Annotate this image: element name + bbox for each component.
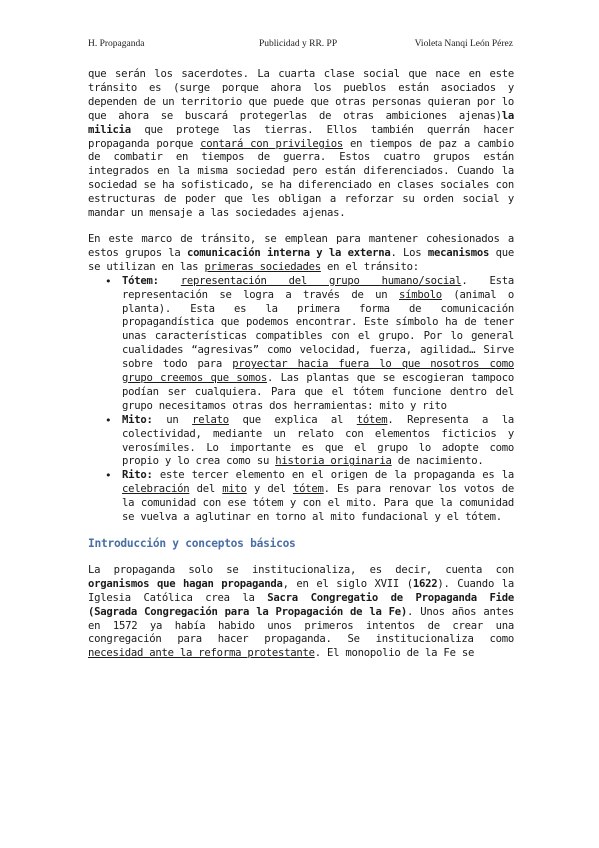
bullet-label: Rito: [122,469,153,482]
bold-term: 1622 [412,577,438,590]
underlined-phrase: tótem [292,483,324,496]
text-run: que explica al [228,413,357,426]
text-run: un [152,413,193,426]
text-run: de nacimiento. [391,455,484,468]
underlined-phrase: proyectar hacia fuera lo que nosotros como grupo creemos que somos [122,358,514,385]
list-item-totem [122,275,514,414]
text-run: . Los [390,246,428,259]
text-run: La propaganda solo se institucionaliza, es decir, cuenta con [88,563,514,576]
text-run: ). Cuando la Iglesia Católica crea la [88,577,514,604]
list-item-rito [122,469,514,525]
header-subject: H. Propaganda [88,39,145,49]
text-run: y del [246,483,293,496]
bold-term: organismos que hagan propaganda [88,577,283,590]
list-item-mito [122,414,514,470]
underlined-phrase: símbolo [398,288,442,301]
text-run: . Unos años antes en 1572 ya había habido unos primeros intentos de crear una congregación para hacer propaganda. Se institucionaliza como [88,605,514,646]
bold-term: comunicación interna y la externa [187,246,391,259]
underlined-phrase: representación del grupo humano/social [180,274,462,287]
text-run: . Es para renovar los votos de la comunidad con ese tótem y con el mito. Para que la comunidad se vuelva a aglutinar en torno al mito fundacional y el tótem. [122,483,514,524]
text-run: (animal o planta). Esta es la primera forma de comunicación propagandística que podemos encontrar. Este símbolo ha de tener unas características compatibles con el grupo. Por lo general cualidades “agresivas” como velocidad, fuerza, agilidad… Sirve sobre todo para [122,288,515,371]
section-heading: Introducción y conceptos básicos [88,537,296,550]
bold-term: mecanismos [427,246,490,259]
underlined-phrase: historia originaria [275,455,392,468]
paragraph-gap [88,221,514,233]
underlined-phrase: tótem [356,413,388,426]
text-run: que serán los sacerdotes. La cuarta clase social que nace en este tránsito es (surge porque ahora los pueblos están asociados y dependen de un territorio que puede que otras personas quieran por lo que ahora se buscará protegerlas de otras ambiciones ajenas) [88,68,514,122]
paragraph-social-classes [88,68,514,221]
text-run: . Esta representación se logra a través de un [122,274,514,301]
text-run: . El monopolio de la Fe se [314,647,475,660]
page-body [88,68,514,661]
text-run: . Las plantas que se escogieran tampoco podían ser cualquiera. Para que el tótem funcione dentro del grupo necesitamos otras dos herramientas: mito y rito [122,372,514,412]
bold-term: Sacra Congregatio de Propaganda Fide (Sagrada Congregación para la Propagación de la Fe) [88,591,514,618]
underlined-phrase: celebración [122,483,190,496]
underlined-phrase: necesidad ante la reforma protestante [88,647,315,660]
underlined-phrase: relato [192,413,229,426]
paragraph-mechanisms [88,233,514,275]
paragraph-institutionalization [88,564,514,661]
underlined-phrase: primeras sociedades [204,260,321,273]
text-run [159,275,181,287]
text-run: . Representa a la colectividad, mediante un relato con elementos ficticios y verosímiles. Lo importante es que el grupo lo adopte como propio y lo crea como su [122,413,514,468]
mechanisms-list [88,275,514,525]
text-run: , en el siglo XVII ( [282,577,413,590]
text-run: en el tránsito: [320,260,419,273]
bullet-label: Mito: [122,413,153,426]
text-run: que protege las tierras. Ellos también querrán hacer propaganda porque [88,123,514,150]
underlined-phrase: mito [222,483,247,496]
text-run: que se utilizan en las [88,246,514,273]
underlined-phrase: contará con privilegios [200,137,343,150]
bold-term: la milicia [88,109,514,136]
header-author: Violeta Nanqi León Pérez [414,39,513,49]
text-run: del [189,483,223,496]
bullet-label: Tótem: [122,274,159,287]
text-run: En este marco de tránsito, se emplean para mantener cohesionados a estos grupos la [88,232,514,259]
header-course: Publicidad y RR. PP [259,39,338,49]
text-run: este tercer elemento en el origen de la propaganda es la [152,469,514,482]
text-run: en tiempos de paz a cambio de combatir en tiempos de guerra. Estos cuatro grupos están integrados en la misma sociedad pero están diferenciados. Cuando la sociedad se ha sofisticado, se ha diferenciado en clases sociales con estructuras de poder que les obligan a reforzar su orden social y mandar un mensaje a las sociedades ajenas. [88,137,514,220]
